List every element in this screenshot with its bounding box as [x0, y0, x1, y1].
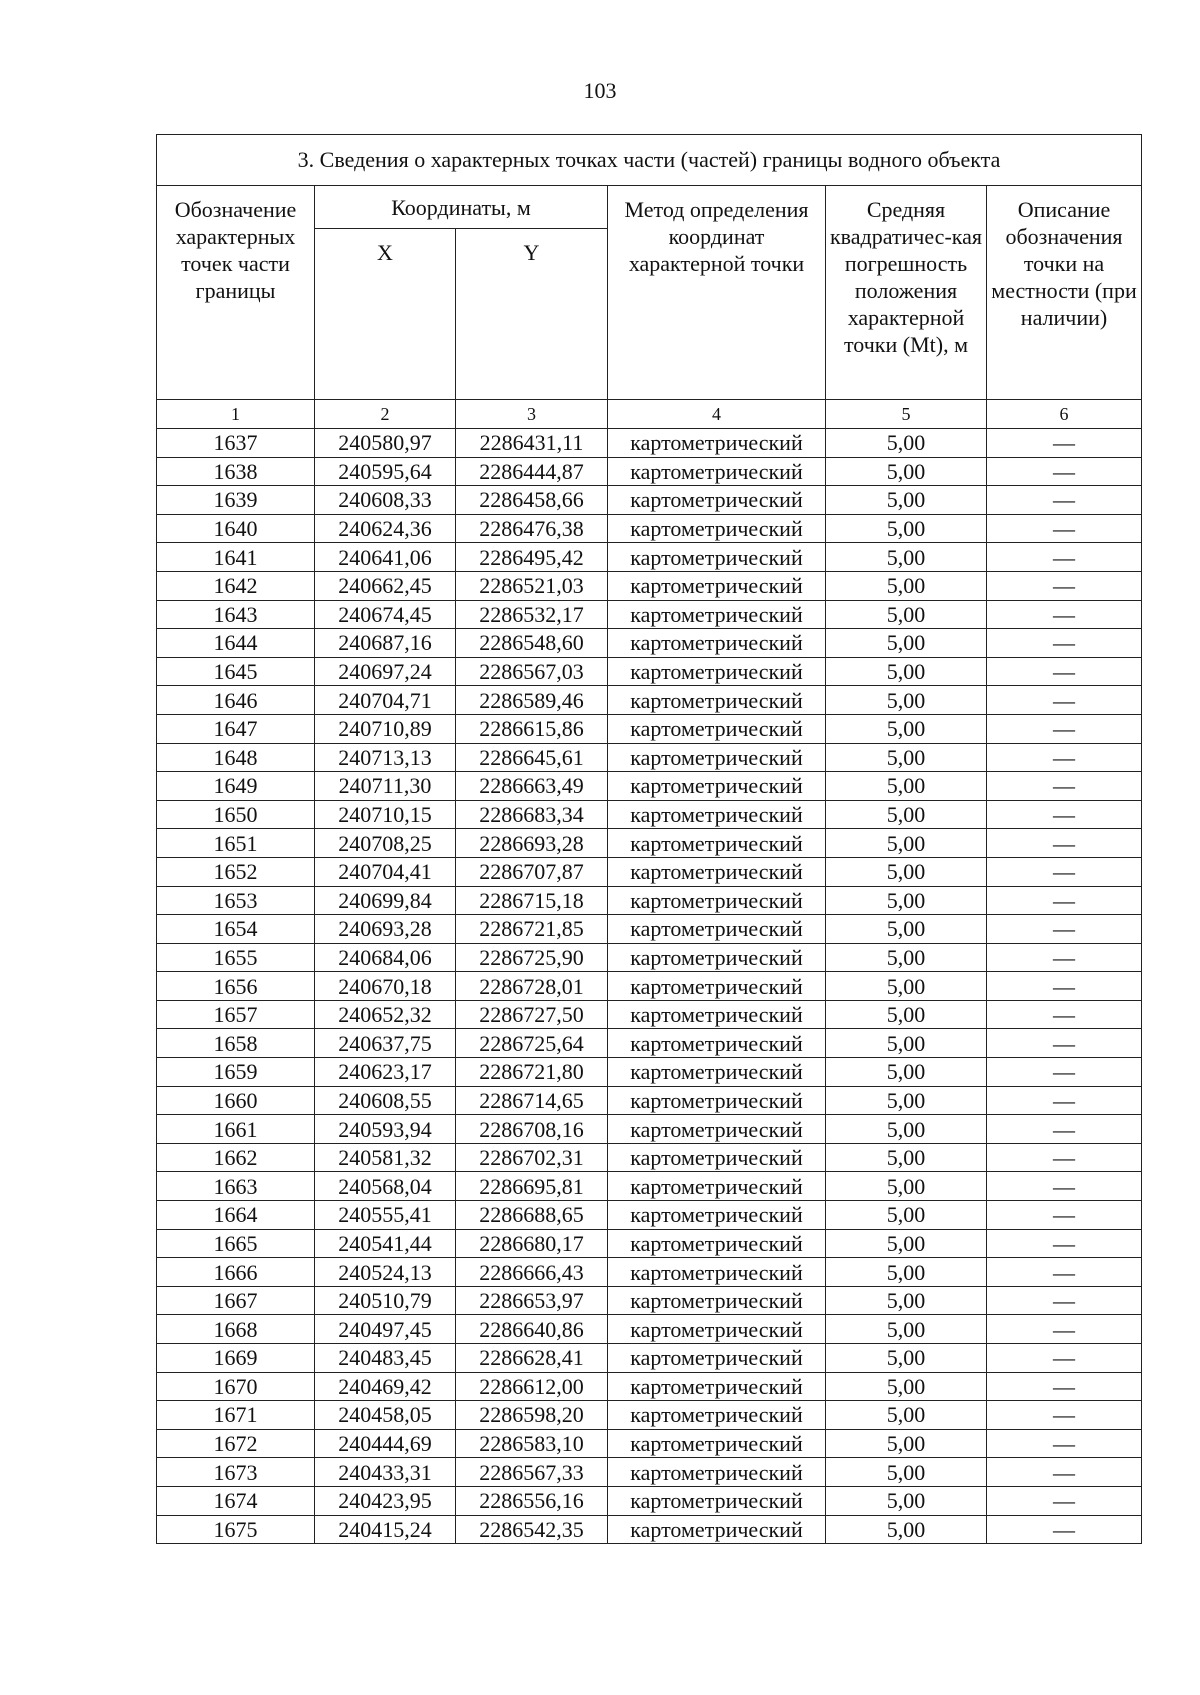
- table-row: [157, 1115, 1142, 1144]
- y-coordinate-cell: 2286431,11: [456, 429, 608, 458]
- description-cell: —: [987, 1344, 1142, 1373]
- y-coordinate-cell: 2286640,86: [456, 1315, 608, 1344]
- y-coordinate-cell: 2286583,10: [456, 1429, 608, 1458]
- table-row: [157, 514, 1142, 543]
- description-cell: —: [987, 457, 1142, 486]
- table-row: [157, 972, 1142, 1001]
- table-row: [157, 1372, 1142, 1401]
- error-cell: 5,00: [826, 1000, 987, 1029]
- x-coordinate-cell: 240641,06: [315, 543, 456, 572]
- y-coordinate-cell: 2286598,20: [456, 1401, 608, 1430]
- y-coordinate-cell: 2286645,61: [456, 743, 608, 772]
- method-cell: картометрический: [608, 1458, 826, 1487]
- error-cell: 5,00: [826, 829, 987, 858]
- table-row: [157, 1429, 1142, 1458]
- table-row: [157, 1086, 1142, 1115]
- table-row: [157, 600, 1142, 629]
- x-coordinate-cell: 240595,64: [315, 457, 456, 486]
- method-cell: картометрический: [608, 1143, 826, 1172]
- table-row: [157, 743, 1142, 772]
- x-coordinate-cell: 240510,79: [315, 1286, 456, 1315]
- error-cell: 5,00: [826, 629, 987, 658]
- table-row: [157, 1143, 1142, 1172]
- table-row: [157, 829, 1142, 858]
- point-number-cell: 1659: [157, 1058, 315, 1087]
- y-coordinate-cell: 2286708,16: [456, 1115, 608, 1144]
- point-number-cell: 1652: [157, 857, 315, 886]
- description-cell: —: [987, 1201, 1142, 1230]
- y-coordinate-cell: 2286556,16: [456, 1486, 608, 1515]
- page-number: 103: [583, 78, 617, 103]
- table-row: [157, 772, 1142, 801]
- x-coordinate-cell: 240423,95: [315, 1486, 456, 1515]
- method-cell: картометрический: [608, 857, 826, 886]
- description-cell: —: [987, 1000, 1142, 1029]
- method-cell: картометрический: [608, 571, 826, 600]
- y-coordinate-cell: 2286725,90: [456, 943, 608, 972]
- table-title: 3. Сведения о характерных точках части (частей) границы водного объекта: [157, 135, 1142, 186]
- error-cell: 5,00: [826, 1286, 987, 1315]
- method-cell: картометрический: [608, 1344, 826, 1373]
- table-row: [157, 543, 1142, 572]
- description-cell: —: [987, 1401, 1142, 1430]
- description-cell: —: [987, 1086, 1142, 1115]
- column-number: 6: [987, 400, 1142, 429]
- description-cell: —: [987, 1315, 1142, 1344]
- description-cell: —: [987, 972, 1142, 1001]
- description-cell: —: [987, 1429, 1142, 1458]
- y-coordinate-cell: 2286444,87: [456, 457, 608, 486]
- error-cell: 5,00: [826, 600, 987, 629]
- y-coordinate-cell: 2286589,46: [456, 686, 608, 715]
- y-coordinate-cell: 2286458,66: [456, 486, 608, 515]
- point-number-cell: 1661: [157, 1115, 315, 1144]
- column-numbers-row: [157, 400, 1142, 429]
- x-coordinate-cell: 240608,55: [315, 1086, 456, 1115]
- error-cell: 5,00: [826, 772, 987, 801]
- method-cell: картометрический: [608, 829, 826, 858]
- column-number: 2: [315, 400, 456, 429]
- x-coordinate-cell: 240581,32: [315, 1143, 456, 1172]
- method-cell: картометрический: [608, 1401, 826, 1430]
- description-cell: —: [987, 486, 1142, 515]
- point-number-cell: 1639: [157, 486, 315, 515]
- header-method: Метод определения координат характерной точки: [608, 186, 826, 400]
- point-number-cell: 1658: [157, 1029, 315, 1058]
- table-row: [157, 886, 1142, 915]
- point-number-cell: 1653: [157, 886, 315, 915]
- column-number: 4: [608, 400, 826, 429]
- description-cell: —: [987, 1515, 1142, 1544]
- method-cell: картометрический: [608, 1515, 826, 1544]
- error-cell: 5,00: [826, 1315, 987, 1344]
- description-cell: —: [987, 600, 1142, 629]
- point-number-cell: 1670: [157, 1372, 315, 1401]
- point-number-cell: 1650: [157, 800, 315, 829]
- error-cell: 5,00: [826, 486, 987, 515]
- table-row: [157, 1058, 1142, 1087]
- method-cell: картометрический: [608, 1029, 826, 1058]
- description-cell: —: [987, 743, 1142, 772]
- error-cell: 5,00: [826, 514, 987, 543]
- point-number-cell: 1651: [157, 829, 315, 858]
- error-cell: 5,00: [826, 1172, 987, 1201]
- error-cell: 5,00: [826, 1258, 987, 1287]
- table-row: [157, 457, 1142, 486]
- point-number-cell: 1656: [157, 972, 315, 1001]
- description-cell: —: [987, 829, 1142, 858]
- point-number-cell: 1671: [157, 1401, 315, 1430]
- x-coordinate-cell: 240444,69: [315, 1429, 456, 1458]
- point-number-cell: 1665: [157, 1229, 315, 1258]
- header-error: Средняя квадратичес-кая погрешность положения характерной точки (Mt), м: [826, 186, 987, 400]
- x-coordinate-cell: 240710,15: [315, 800, 456, 829]
- method-cell: картометрический: [608, 1372, 826, 1401]
- y-coordinate-cell: 2286715,18: [456, 886, 608, 915]
- table-row: [157, 1201, 1142, 1230]
- description-cell: —: [987, 1286, 1142, 1315]
- method-cell: картометрический: [608, 1315, 826, 1344]
- y-coordinate-cell: 2286721,85: [456, 915, 608, 944]
- table-row: [157, 1458, 1142, 1487]
- error-cell: 5,00: [826, 1515, 987, 1544]
- x-coordinate-cell: 240524,13: [315, 1258, 456, 1287]
- x-coordinate-cell: 240708,25: [315, 829, 456, 858]
- error-cell: 5,00: [826, 800, 987, 829]
- description-cell: —: [987, 1458, 1142, 1487]
- y-coordinate-cell: 2286628,41: [456, 1344, 608, 1373]
- x-coordinate-cell: 240580,97: [315, 429, 456, 458]
- point-number-cell: 1646: [157, 686, 315, 715]
- error-cell: 5,00: [826, 972, 987, 1001]
- x-coordinate-cell: 240433,31: [315, 1458, 456, 1487]
- method-cell: картометрический: [608, 1058, 826, 1087]
- description-cell: —: [987, 1372, 1142, 1401]
- method-cell: картометрический: [608, 514, 826, 543]
- y-coordinate-cell: 2286683,34: [456, 800, 608, 829]
- method-cell: картометрический: [608, 1258, 826, 1287]
- x-coordinate-cell: 240713,13: [315, 743, 456, 772]
- y-coordinate-cell: 2286548,60: [456, 629, 608, 658]
- table-row: [157, 943, 1142, 972]
- table-row: [157, 857, 1142, 886]
- method-cell: картометрический: [608, 1486, 826, 1515]
- y-coordinate-cell: 2286542,35: [456, 1515, 608, 1544]
- method-cell: картометрический: [608, 714, 826, 743]
- table-row: [157, 1515, 1142, 1544]
- x-coordinate-cell: 240687,16: [315, 629, 456, 658]
- header-designation: Обозначение характерных точек части границы: [157, 186, 315, 400]
- x-coordinate-cell: 240674,45: [315, 600, 456, 629]
- point-number-cell: 1640: [157, 514, 315, 543]
- description-cell: —: [987, 1115, 1142, 1144]
- error-cell: 5,00: [826, 1201, 987, 1230]
- method-cell: картометрический: [608, 686, 826, 715]
- description-cell: —: [987, 714, 1142, 743]
- method-cell: картометрический: [608, 1201, 826, 1230]
- description-cell: —: [987, 1258, 1142, 1287]
- x-coordinate-cell: 240608,33: [315, 486, 456, 515]
- description-cell: —: [987, 657, 1142, 686]
- error-cell: 5,00: [826, 657, 987, 686]
- method-cell: картометрический: [608, 1115, 826, 1144]
- error-cell: 5,00: [826, 1143, 987, 1172]
- description-cell: —: [987, 514, 1142, 543]
- x-coordinate-cell: 240704,71: [315, 686, 456, 715]
- method-cell: картометрический: [608, 1172, 826, 1201]
- method-cell: картометрический: [608, 1229, 826, 1258]
- y-coordinate-cell: 2286653,97: [456, 1286, 608, 1315]
- x-coordinate-cell: 240469,42: [315, 1372, 456, 1401]
- point-number-cell: 1643: [157, 600, 315, 629]
- x-coordinate-cell: 240704,41: [315, 857, 456, 886]
- table-row: [157, 1258, 1142, 1287]
- method-cell: картометрический: [608, 772, 826, 801]
- method-cell: картометрический: [608, 457, 826, 486]
- point-number-cell: 1662: [157, 1143, 315, 1172]
- description-cell: —: [987, 429, 1142, 458]
- error-cell: 5,00: [826, 1401, 987, 1430]
- point-number-cell: 1642: [157, 571, 315, 600]
- method-cell: картометрический: [608, 1429, 826, 1458]
- x-coordinate-cell: 240670,18: [315, 972, 456, 1001]
- description-cell: —: [987, 1058, 1142, 1087]
- header-y: Y: [456, 229, 608, 400]
- point-number-cell: 1675: [157, 1515, 315, 1544]
- point-number-cell: 1667: [157, 1286, 315, 1315]
- y-coordinate-cell: 2286495,42: [456, 543, 608, 572]
- method-cell: картометрический: [608, 800, 826, 829]
- description-cell: —: [987, 1029, 1142, 1058]
- point-number-cell: 1660: [157, 1086, 315, 1115]
- x-coordinate-cell: 240458,05: [315, 1401, 456, 1430]
- point-number-cell: 1672: [157, 1429, 315, 1458]
- column-number: 3: [456, 400, 608, 429]
- error-cell: 5,00: [826, 714, 987, 743]
- x-coordinate-cell: 240497,45: [315, 1315, 456, 1344]
- description-cell: —: [987, 1172, 1142, 1201]
- description-cell: —: [987, 571, 1142, 600]
- header-x: X: [315, 229, 456, 400]
- point-number-cell: 1668: [157, 1315, 315, 1344]
- point-number-cell: 1654: [157, 915, 315, 944]
- y-coordinate-cell: 2286663,49: [456, 772, 608, 801]
- x-coordinate-cell: 240555,41: [315, 1201, 456, 1230]
- description-cell: —: [987, 543, 1142, 572]
- y-coordinate-cell: 2286714,65: [456, 1086, 608, 1115]
- error-cell: 5,00: [826, 1486, 987, 1515]
- description-cell: —: [987, 886, 1142, 915]
- y-coordinate-cell: 2286707,87: [456, 857, 608, 886]
- table-row: [157, 800, 1142, 829]
- y-coordinate-cell: 2286612,00: [456, 1372, 608, 1401]
- x-coordinate-cell: 240693,28: [315, 915, 456, 944]
- error-cell: 5,00: [826, 1344, 987, 1373]
- x-coordinate-cell: 240568,04: [315, 1172, 456, 1201]
- description-cell: —: [987, 915, 1142, 944]
- point-number-cell: 1669: [157, 1344, 315, 1373]
- y-coordinate-cell: 2286521,03: [456, 571, 608, 600]
- method-cell: картометрический: [608, 657, 826, 686]
- error-cell: 5,00: [826, 1372, 987, 1401]
- point-number-cell: 1644: [157, 629, 315, 658]
- point-number-cell: 1657: [157, 1000, 315, 1029]
- header-coordinates: Координаты, м: [315, 186, 608, 229]
- error-cell: 5,00: [826, 1115, 987, 1144]
- y-coordinate-cell: 2286695,81: [456, 1172, 608, 1201]
- y-coordinate-cell: 2286615,86: [456, 714, 608, 743]
- table-row: [157, 915, 1142, 944]
- method-cell: картометрический: [608, 915, 826, 944]
- column-number: 5: [826, 400, 987, 429]
- description-cell: —: [987, 1143, 1142, 1172]
- point-number-cell: 1663: [157, 1172, 315, 1201]
- y-coordinate-cell: 2286727,50: [456, 1000, 608, 1029]
- point-number-cell: 1638: [157, 457, 315, 486]
- x-coordinate-cell: 240711,30: [315, 772, 456, 801]
- x-coordinate-cell: 240684,06: [315, 943, 456, 972]
- description-cell: —: [987, 1486, 1142, 1515]
- table-row: [157, 1344, 1142, 1373]
- table-row: [157, 486, 1142, 515]
- table-row: [157, 686, 1142, 715]
- error-cell: 5,00: [826, 1086, 987, 1115]
- y-coordinate-cell: 2286702,31: [456, 1143, 608, 1172]
- point-number-cell: 1647: [157, 714, 315, 743]
- description-cell: —: [987, 800, 1142, 829]
- x-coordinate-cell: 240710,89: [315, 714, 456, 743]
- description-cell: —: [987, 1229, 1142, 1258]
- error-cell: 5,00: [826, 886, 987, 915]
- error-cell: 5,00: [826, 1458, 987, 1487]
- error-cell: 5,00: [826, 943, 987, 972]
- point-number-cell: 1637: [157, 429, 315, 458]
- point-number-cell: 1655: [157, 943, 315, 972]
- description-cell: —: [987, 772, 1142, 801]
- error-cell: 5,00: [826, 543, 987, 572]
- table-row: [157, 1029, 1142, 1058]
- y-coordinate-cell: 2286725,64: [456, 1029, 608, 1058]
- error-cell: 5,00: [826, 571, 987, 600]
- point-number-cell: 1645: [157, 657, 315, 686]
- table-row: [157, 1172, 1142, 1201]
- method-cell: картометрический: [608, 600, 826, 629]
- description-cell: —: [987, 629, 1142, 658]
- method-cell: картометрический: [608, 943, 826, 972]
- method-cell: картометрический: [608, 429, 826, 458]
- point-number-cell: 1673: [157, 1458, 315, 1487]
- error-cell: 5,00: [826, 686, 987, 715]
- error-cell: 5,00: [826, 857, 987, 886]
- table-row: [157, 429, 1142, 458]
- table-row: [157, 571, 1142, 600]
- x-coordinate-cell: 240652,32: [315, 1000, 456, 1029]
- method-cell: картометрический: [608, 886, 826, 915]
- y-coordinate-cell: 2286532,17: [456, 600, 608, 629]
- y-coordinate-cell: 2286567,03: [456, 657, 608, 686]
- point-number-cell: 1641: [157, 543, 315, 572]
- y-coordinate-cell: 2286567,33: [456, 1458, 608, 1487]
- table-row: [157, 1229, 1142, 1258]
- method-cell: картометрический: [608, 1000, 826, 1029]
- table-row: [157, 657, 1142, 686]
- point-number-cell: 1649: [157, 772, 315, 801]
- error-cell: 5,00: [826, 1029, 987, 1058]
- x-coordinate-cell: 240593,94: [315, 1115, 456, 1144]
- error-cell: 5,00: [826, 915, 987, 944]
- header-description: Описание обозначения точки на местности (при наличии): [987, 186, 1142, 400]
- table-row: [157, 1401, 1142, 1430]
- x-coordinate-cell: 240415,24: [315, 1515, 456, 1544]
- x-coordinate-cell: 240483,45: [315, 1344, 456, 1373]
- y-coordinate-cell: 2286476,38: [456, 514, 608, 543]
- point-number-cell: 1648: [157, 743, 315, 772]
- error-cell: 5,00: [826, 1058, 987, 1087]
- x-coordinate-cell: 240624,36: [315, 514, 456, 543]
- y-coordinate-cell: 2286728,01: [456, 972, 608, 1001]
- description-cell: —: [987, 943, 1142, 972]
- description-cell: —: [987, 857, 1142, 886]
- method-cell: картометрический: [608, 743, 826, 772]
- method-cell: картометрический: [608, 1086, 826, 1115]
- x-coordinate-cell: 240662,45: [315, 571, 456, 600]
- table-row: [157, 1315, 1142, 1344]
- method-cell: картометрический: [608, 486, 826, 515]
- y-coordinate-cell: 2286680,17: [456, 1229, 608, 1258]
- table-row: [157, 629, 1142, 658]
- point-number-cell: 1674: [157, 1486, 315, 1515]
- method-cell: картометрический: [608, 1286, 826, 1315]
- x-coordinate-cell: 240637,75: [315, 1029, 456, 1058]
- x-coordinate-cell: 240623,17: [315, 1058, 456, 1087]
- table-body: [157, 429, 1142, 1544]
- y-coordinate-cell: 2286693,28: [456, 829, 608, 858]
- point-number-cell: 1664: [157, 1201, 315, 1230]
- table-row: [157, 1286, 1142, 1315]
- error-cell: 5,00: [826, 1429, 987, 1458]
- y-coordinate-cell: 2286666,43: [456, 1258, 608, 1287]
- x-coordinate-cell: 240541,44: [315, 1229, 456, 1258]
- point-number-cell: 1666: [157, 1258, 315, 1287]
- description-cell: —: [987, 686, 1142, 715]
- error-cell: 5,00: [826, 429, 987, 458]
- x-coordinate-cell: 240699,84: [315, 886, 456, 915]
- error-cell: 5,00: [826, 457, 987, 486]
- characteristic-points-table: [156, 134, 1142, 1544]
- table-row: [157, 1486, 1142, 1515]
- y-coordinate-cell: 2286721,80: [456, 1058, 608, 1087]
- y-coordinate-cell: 2286688,65: [456, 1201, 608, 1230]
- column-number: 1: [157, 400, 315, 429]
- method-cell: картометрический: [608, 543, 826, 572]
- error-cell: 5,00: [826, 1229, 987, 1258]
- table-row: [157, 714, 1142, 743]
- x-coordinate-cell: 240697,24: [315, 657, 456, 686]
- error-cell: 5,00: [826, 743, 987, 772]
- method-cell: картометрический: [608, 972, 826, 1001]
- table-row: [157, 1000, 1142, 1029]
- method-cell: картометрический: [608, 629, 826, 658]
